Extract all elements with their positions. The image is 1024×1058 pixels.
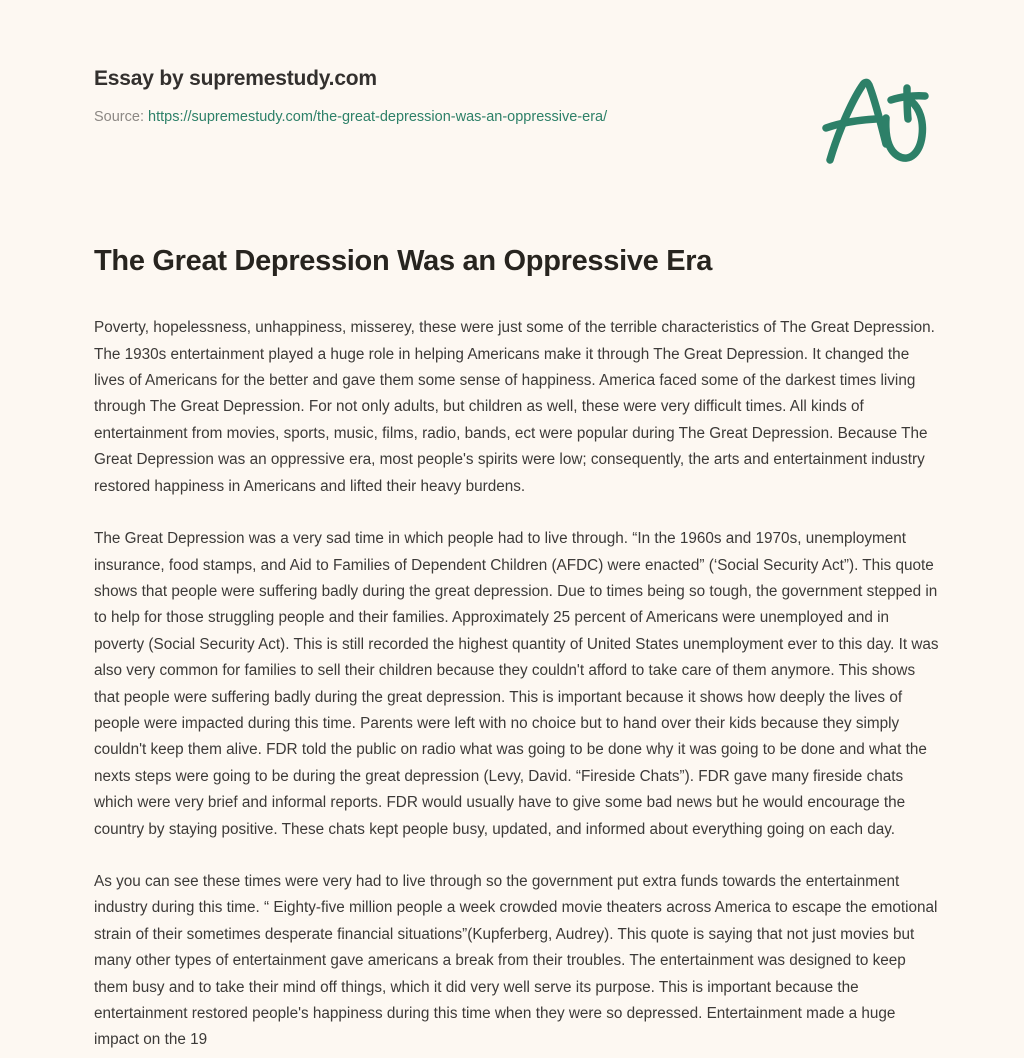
- essay-attribution: Essay by supremestudy.com: [94, 67, 377, 90]
- article-paragraph: The Great Depression was a very sad time in which people had to live through. “In the 1960s and 1970s, unemployment insurance, food stamps, and Aid to Families of Dependent Children (AFDC) were enacted” (‘Social Security Act”). This quote shows that people were suffering badly during the great depression. Due to times being so tough, the government stepped in to help for those struggling people and their families. Approximately 25 percent of Americans were unemployed and in poverty (Social Security Act). This is still recorded the highest quantity of United States unemployment ever to this day. It was also very common for families to sell their children because they couldn't afford to take care of them anymore. This shows that people were suffering badly during the great depression. This is important because it shows how deeply the lives of people were impacted during this time. Parents were left with no choice but to hand over their kids because they simply couldn't keep them alive. FDR told the public on radio what was going to be done why it was going to be done and what the nexts steps were going to be during the great depression (Levy, David. “Fireside Chats”). FDR gave many fireside chats which were very brief and informal reports. FDR would usually have to give some bad news but he would encourage the country by staying positive. These chats kept people busy, updated, and informed about everything going on each day.: [94, 530, 939, 838]
- page-title: The Great Depression Was an Oppressive Era: [94, 245, 713, 277]
- article-paragraph: As you can see these times were very had to live through so the government put extra funds towards the entertainment industry during this time. “ Eighty-five million people a week crowded movie theaters across America to escape the emotional strain of their sometimes desperate financial situations”(Kupferberg, Audrey). This quote is saying that not just movies but many other types of entertainment gave americans a break from their troubles. The entertainment was designed to keep them busy and to take their mind off things, which it did very well serve its purpose. This is important because the entertainment restored people's happiness during this time when they were so depressed. Entertainment made a huge impact on the 19: [94, 872, 938, 1049]
- a-plus-logo-icon: [806, 66, 946, 176]
- source-url-link[interactable]: https://supremestudy.com/the-great-depression-was-an-oppressive-era/: [148, 109, 608, 126]
- source-line: [94, 108, 754, 127]
- header-text-block: [94, 66, 754, 127]
- source-label: Source:: [94, 109, 144, 126]
- article-body: [94, 315, 939, 1054]
- page-header: [0, 0, 1024, 200]
- article-paragraph: Poverty, hopelessness, unhappiness, misserey, these were just some of the terrible characteristics of The Great Depression. The 1930s entertainment played a huge role in helping Americans make it through The Great Depression. It changed the lives of Americans for the better and gave them some sense of happiness. America faced some of the darkest times living through The Great Depression. For not only adults, but children as well, these were very difficult times. All kinds of entertainment from movies, sports, music, films, radio, bands, ect were popular during The Great Depression. Because The Great Depression was an oppressive era, most people's spirits were low; consequently, the arts and entertainment industry restored happiness in Americans and lifted their heavy burdens.: [94, 319, 935, 495]
- site-logo[interactable]: [806, 66, 946, 176]
- article: [94, 243, 939, 1054]
